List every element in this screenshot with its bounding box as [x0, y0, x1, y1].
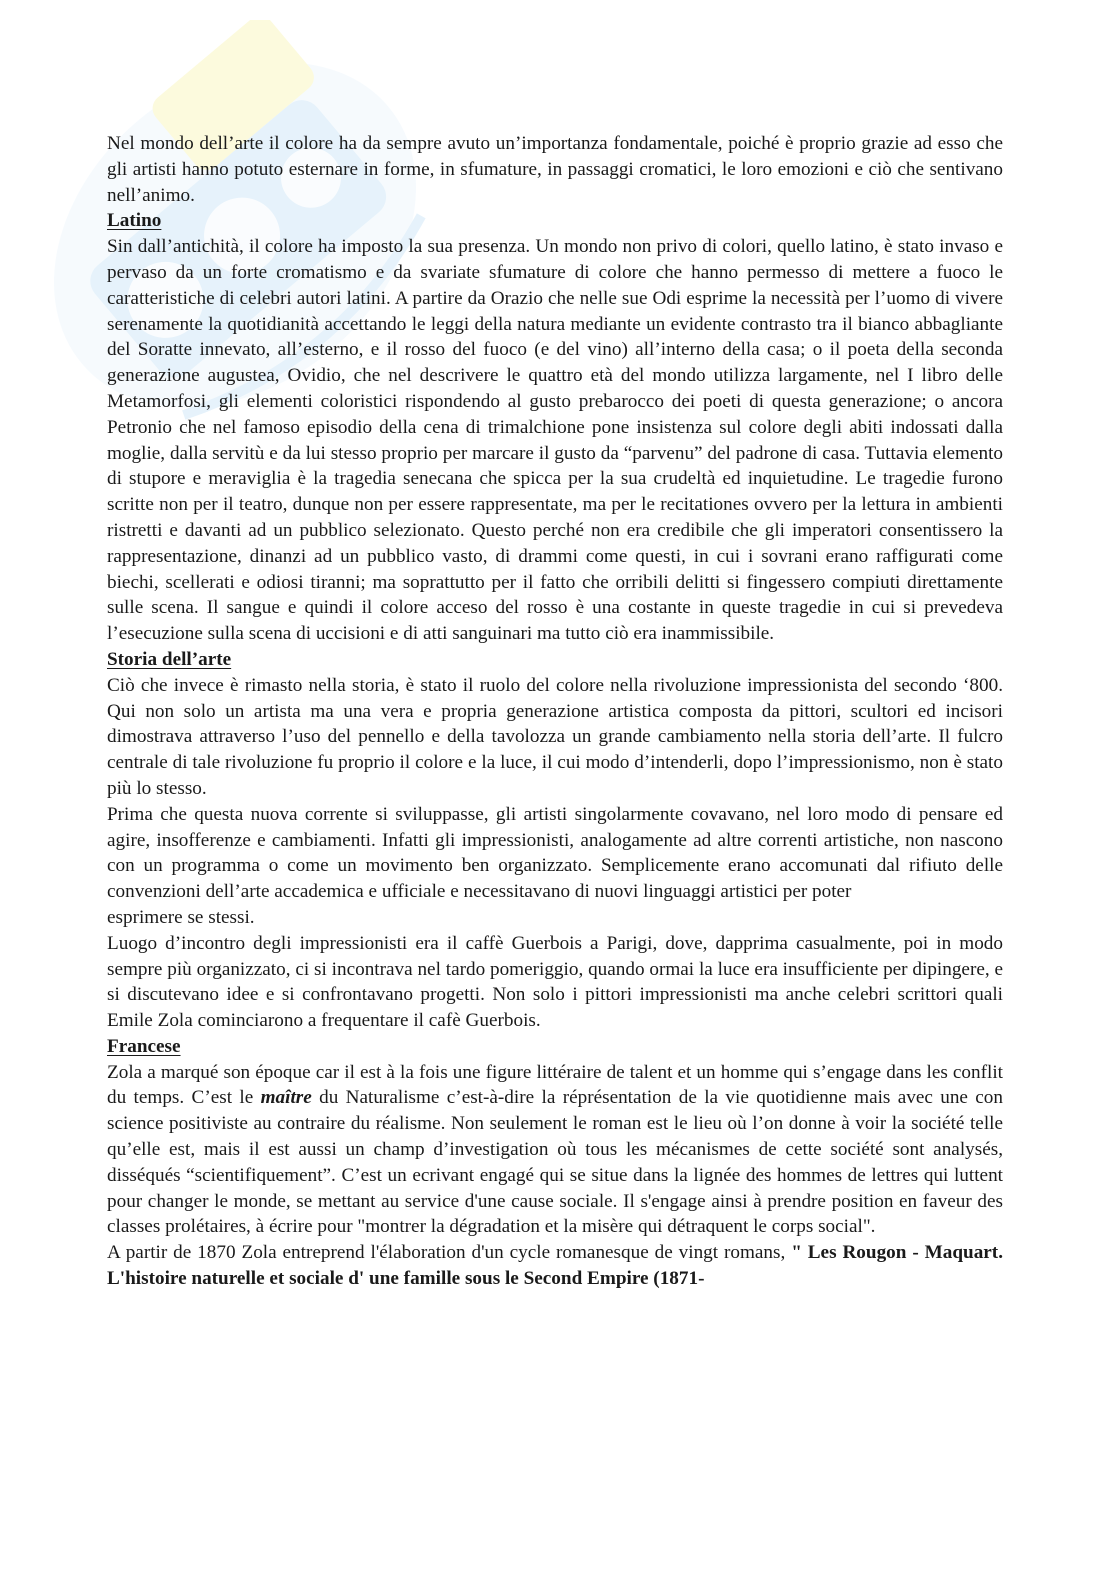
- intro-paragraph: Nel mondo dell’arte il colore ha da sempre avuto un’importanza fondamentale, poiché è proprio grazie ad esso che gli artisti hanno potuto esternare in forme, in sfumature, in passaggi cromatici, le loro emozioni e ciò che sentivano nell’animo.: [107, 133, 1003, 206]
- rougon-maquart-title: " Les Rougon - Maquart. L'histoire naturelle et sociale d' une famille sous le Second Empire (1871-: [107, 1242, 1003, 1290]
- document-body: [107, 131, 1003, 1292]
- francese-heading: Francese: [107, 1035, 181, 1057]
- latino-heading: Latino: [107, 210, 162, 232]
- francese-paragraph-1: [107, 1060, 1003, 1241]
- storia-arte-heading: Storia dell’arte: [107, 648, 232, 670]
- maitre-emphasis: maître: [260, 1087, 312, 1109]
- arte-paragraph-1: Ciò che invece è rimasto nella storia, è stato il ruolo del colore nella rivoluzione impressionista del secondo ‘800. Qui non solo un artista ma una vera e propria generazione artistica composta da pittori, scultori ed incisori dimostrava attraverso l’uso del pennello e della tavolozza un grande cambiamento nella storia dell’arte. Il fulcro centrale di tale rivoluzione fu proprio il colore e la luce, il cui modo d’intenderli, dopo l’impressionismo, non è stato più lo stesso.: [107, 674, 1003, 799]
- arte-paragraph-3: esprimere se stessi.: [107, 906, 255, 928]
- francese-p1-after: du Naturalisme c’est-à-dire la réprésentation de la vie quotidienne mais avec une con science positiviste au contraire du réalisme. Non seulement le roman est le lieu où l’on donne à voir la société telle qu’elle est, mais il est aussi un champ d’investigation où tous les mécanismes de cette société sont analysés, disséqués “scientifiquement”. C’est un ecrivant engagé qui se situe dans la lignée des hommes de lettres qui luttent pour changer le monde, se mettant au service d'une cause sociale. Il s'engage ainsi à prendre position en faveur des classes prolétaires, à écrire pour "montrer la dégradation et la misère qui détraquent le corps social".: [107, 1087, 1003, 1238]
- francese-p1-before: Zola a marqué son époque car il est à la fois une figure littéraire de talent et un homme qui s’engage dans les conflit du temps. C’est le: [107, 1061, 1003, 1109]
- arte-paragraph-4: Luogo d’incontro degli impressionisti era il caffè Guerbois a Parigi, dove, dapprima casualmente, poi in modo sempre più organizzato, ci si incontrava nel tardo pomeriggio, quando ormai la luce era insufficiente per dipingere, e si discutevano idee e si confrontavano progetti. Non solo i pittori impressionisti ma anche celebri scrittori quali Emile Zola cominciarono a frequentare il cafè Guerbois.: [107, 932, 1003, 1032]
- francese-paragraph-2: [107, 1240, 1003, 1292]
- latino-paragraph: Sin dall’antichità, il colore ha imposto la sua presenza. Un mondo non privo di colori, quello latino, è stato invaso e pervaso da un forte cromatismo e da svariate sfumature di colore che hanno permesso di mettere a fuoco le caratteristiche di celebri autori latini. A partire da Orazio che nelle sue Odi esprime la necessità per l’uomo di vivere serenamente la quotidianità accettando le leggi della natura mediante un evidente contrasto tra il bianco abbagliante del Soratte innevato, all’esterno, e il rosso del fuoco (e del vino) all’interno della casa; o il poeta della seconda generazione augustea, Ovidio, che nel descrivere le quattro età del mondo utilizza largamente, nel I libro delle Metamorfosi, gli elementi coloristici rispondendo al gusto prebarocco dei poeti di questa generazione; o ancora Petronio che nel famoso episodio della cena di trimalchione pone insistenza sul colore degli abiti indossati dalla moglie, dalla servitù e da lui stesso proprio per marcare il gusto da “parvenu” del padrone di casa. Tuttavia elemento di stupore e meraviglia è la tragedia senecana che spicca per la sua crudeltà ed inquietudine. Le tragedie furono scritte non per il teatro, dunque non per essere rappresentate, ma per le recitationes ovvero per la lettura in ambienti ristretti e davanti ad un pubblico selezionato. Questo perché non era credibile che gli imperatori consentissero la rappresentazione, dinanzi ad un pubblico vasto, di drammi come questi, in cui i sovrani erano raffigurati come biechi, scellerati e odiosi tiranni; ma soprattutto per il fatto che orribili delitti si fingessero compiuti direttamente sulle scena. Il sangue e quindi il colore acceso del rosso è una costante in queste tragedie in cui si prevedeva l’esecuzione sulla scena di uccisioni e di atti sanguinari ma tutto ciò era inammissibile.: [107, 236, 1003, 645]
- francese-p2-before: A partir de 1870 Zola entreprend l'élaboration d'un cycle romanesque de vingt romans,: [107, 1242, 792, 1264]
- arte-paragraph-2: Prima che questa nuova corrente si sviluppasse, gli artisti singolarmente covavano, nel loro modo di pensare ed agire, insofferenze e cambiamenti. Infatti gli impressionisti, analogamente ad altre correnti artistiche, non nascono con un programma o come un movimento ben organizzato. Semplicemente erano accomunati dal rifiuto delle convenzioni dell’arte accademica e ufficiale e necessitavano di nuovi linguaggi artistici per poter: [107, 803, 1003, 903]
